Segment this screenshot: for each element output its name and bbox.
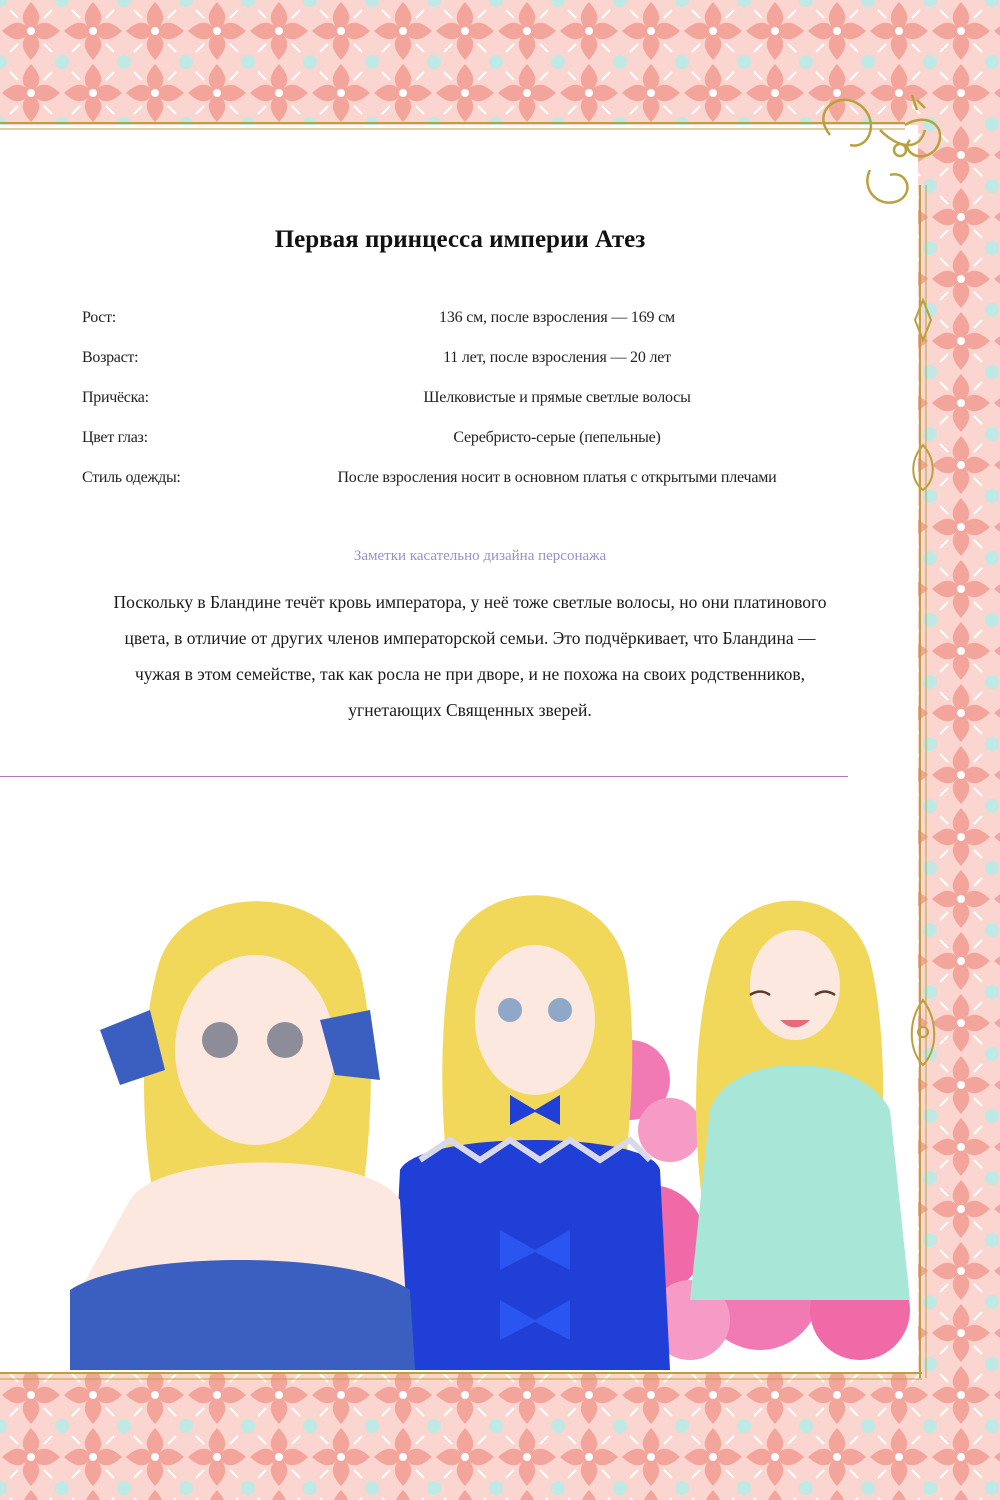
character-blue-bow-dress	[390, 895, 670, 1370]
profile-value: 11 лет, после взросления — 20 лет	[443, 349, 671, 366]
profile-label: Рост:	[82, 309, 116, 326]
profile-value: Шелковистые и прямые светлые волосы	[423, 389, 691, 406]
profile-row-height	[82, 309, 862, 339]
profile-value: После взросления носит в основном платья с открытыми плечами	[337, 469, 777, 486]
page-title: Первая принцесса империи Атез	[274, 226, 646, 253]
notes-line: цвета, в отличие от других членов императорской семьи. Это подчёркивает, что Бландина —	[124, 628, 816, 648]
character-blue-ribbon-dress	[70, 901, 415, 1370]
design-notes-body	[80, 584, 860, 728]
profile-row-hairstyle	[82, 389, 862, 419]
design-notes-heading: Заметки касательно дизайна персонажа	[353, 548, 607, 564]
notes-line: угнетающих Священных зверей.	[348, 700, 592, 720]
profile-value: Серебристо-серые (пепельные)	[453, 429, 661, 446]
section-divider	[0, 776, 848, 777]
notes-line: Поскольку в Бландине течёт кровь императора, у неё тоже светлые волосы, но они платинового	[113, 592, 827, 612]
profile-value: 136 см, после взросления — 169 см	[439, 309, 675, 326]
character-illustration	[70, 870, 920, 1370]
notes-line: чужая в этом семействе, так как росла не при дворе, и не похожа на своих родственников,	[134, 664, 806, 684]
profile-label: Стиль одежды:	[82, 469, 181, 486]
profile-row-eye-color	[82, 429, 862, 459]
profile-label: Возраст:	[82, 349, 139, 366]
profile-label: Цвет глаз:	[82, 429, 148, 446]
character-smiling-mint-dress	[690, 901, 910, 1300]
profile-row-clothing-style	[82, 469, 862, 499]
profile-row-age	[82, 349, 862, 379]
profile-label: Причёска:	[82, 389, 149, 406]
